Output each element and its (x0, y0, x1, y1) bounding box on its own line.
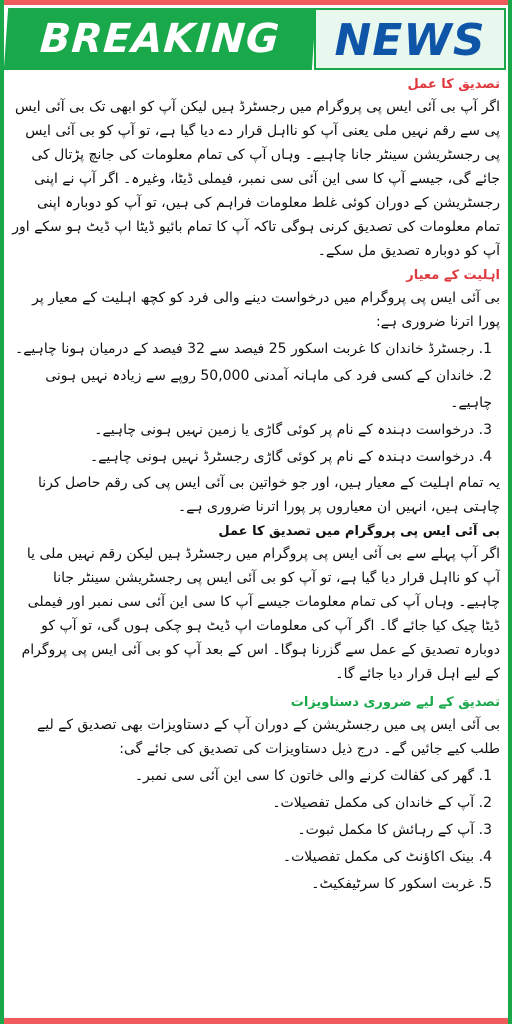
bisp-verification-heading: بی آئی ایس پی پروگرام میں تصدیق کا عمل (218, 524, 500, 539)
list-item: 1. رجسٹرڈ خاندان کا غربت اسکور 25 فیصد سے 32 فیصد کے درمیان ہونا چاہیے۔ (15, 341, 492, 357)
banner-news-label: NEWS (314, 8, 506, 70)
list-item: 3. آپ کے رہائش کا مکمل ثبوت۔ (297, 822, 492, 838)
eligibility-criteria-heading: اہلیت کے معیار (406, 268, 500, 283)
documents-list (10, 763, 500, 898)
right-edge-stripe (508, 0, 512, 1024)
eligibility-list (10, 336, 500, 471)
banner-breaking-label: BREAKING (4, 8, 316, 70)
list-item: 4. درخواست دہندہ کے نام پر کوئی گاڑی رجسٹرڈ نہیں ہونی چاہیے۔ (89, 449, 492, 465)
list-item: 1. گھر کی کفالت کرنے والی خاتون کا سی این آئی سی نمبر۔ (134, 768, 492, 784)
list-item: 3. درخواست دہندہ کے نام پر کوئی گاڑی یا زمین نہیں ہونی چاہیے۔ (94, 422, 492, 438)
list-item: 2. آپ کے خاندان کی مکمل تفصیلات۔ (272, 795, 492, 811)
left-edge-stripe (0, 0, 4, 1024)
verification-process-heading: تصدیق کا عمل (407, 77, 500, 92)
list-item: 5. غربت اسکور کا سرٹیفکیٹ۔ (311, 876, 492, 892)
bisp-verification-paragraph: اگر آپ پہلے سے بی آئی ایس پی پروگرام میں رجسٹرڈ ہیں لیکن رقم نہیں ملی یا آپ کو نااہل قرار دیا گیا ہے، تو آپ کو بی آئی ایس پی رجسٹریشن سینٹر جانا چاہیے۔ وہاں آپ کی تمام معلومات جیسے آپ کا سی این آئی سی نمبر اور فیملی ڈیٹا چیک کیا جائے گا۔ اگر آپ کی معلومات اپ ڈیٹ ہو چکی ہوں گی، تو آپ کو دوبارہ تصدیق کے عمل سے گزرنا ہوگا۔ اس کے بعد آپ کو بی آئی ایس پی پروگرام کے لیے اہل قرار دیا جائے گا۔ (21, 546, 500, 682)
eligibility-outro: یہ تمام اہلیت کے معیار ہیں، اور جو خواتین بی آئی ایس پی کی رقم حاصل کرنا چاہتی ہیں، انہیں ان معیاروں پر پورا اترنا ضروری ہے۔ (37, 475, 500, 515)
required-documents-heading: تصدیق کے لیے ضروری دستاویزات (290, 695, 500, 710)
eligibility-intro: بی آئی ایس پی پروگرام میں درخواست دینے والی فرد کو کچھ اہلیت کے معیار پر پورا اترنا ضروری ہے: (32, 290, 500, 330)
article-body (10, 74, 500, 1014)
list-item: 4. بینک اکاؤنٹ کی مکمل تفصیلات۔ (282, 849, 492, 865)
required-documents-intro: بی آئی ایس پی میں رجسٹریشن کے دوران آپ کے دستاویزات بھی تصدیق کے لیے طلب کیے جائیں گے۔ درج ذیل دستاویزات کی تصدیق کی جائے گی: (37, 717, 500, 757)
verification-process-paragraph: اگر آپ بی آئی ایس پی پروگرام میں رجسٹرڈ ہیں لیکن آپ کو ابھی تک بی آئی ایس پی سے رقم نہیں ملی یعنی آپ کو نااہل قرار دے دیا گیا ہے، تو آپ کو بی آئی ایس پی رجسٹریشن سینٹر جانا چاہیے۔ وہاں آپ کی تمام معلومات کی جانچ پڑتال کی جائے گی، جیسے آپ کا سی این آئی سی نمبر، فیملی ڈیٹا، وغیرہ۔ اگر آپ نے اپنی رجسٹریشن کے دوران کوئی غلط معلومات فراہم کی ہیں، تو آپ کو دوبارہ اپنی تمام معلومات کی تصدیق کرنی ہوگی تاکہ آپ کا تمام بائیو ڈیٹا اپ ڈیٹ ہو سکے اور آپ کو دوبارہ تصدیق مل سکے۔ (12, 99, 500, 259)
breaking-news-banner (6, 8, 506, 70)
list-item: 2. خاندان کے کسی فرد کی ماہانہ آمدنی 50,000 روپے سے زیادہ نہیں ہونی چاہیے۔ (45, 368, 492, 411)
